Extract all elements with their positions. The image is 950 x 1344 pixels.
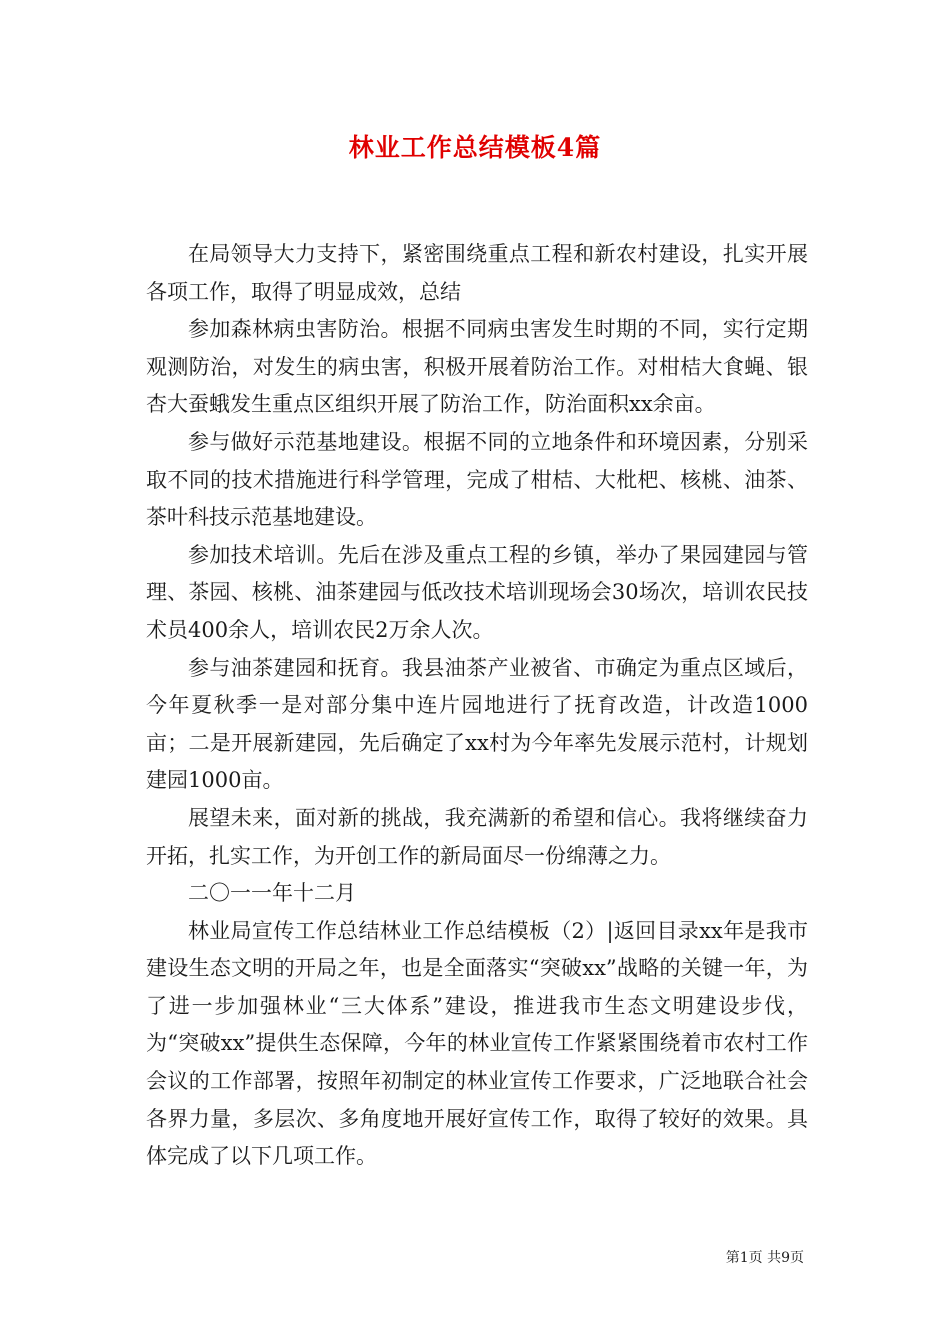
document-body xyxy=(146,236,808,1176)
paragraph-publicity: 林业局宣传工作总结林业工作总结模板（2）|返回目录xx年是我市建设生态文明的开局之年，也是全面落实“突破xx”战略的关键一年，为了进一步加强林业“三大体系”建设，推进我市生态文明建设步伐，为“突破xx”提供生态保障，今年的林业宣传工作紧紧围绕着市农村工作会议的工作部署，按照年初制定的林业宣传工作要求，广泛地联合社会各界力量，多层次、多角度地开展好宣传工作，取得了较好的效果。具体完成了以下几项工作。 xyxy=(146,918,808,1169)
paragraph-demo-base: 参与做好示范基地建设。根据不同的立地条件和环境因素，分别采取不同的技术措施进行科学管理，完成了柑桔、大枇杷、核桃、油茶、茶叶科技示范基地建设。 xyxy=(146,429,808,530)
paragraph-pest-control: 参加森林病虫害防治。根据不同病虫害发生时期的不同，实行定期观测防治，对发生的病虫害，积极开展着防治工作。对柑桔大食蝇、银杏大蚕蛾发生重点区组织开展了防治工作，防治面积xx余亩。 xyxy=(146,317,808,417)
page-number-footer: 第1页 共9页 xyxy=(725,1250,804,1266)
paragraph-date: 二〇一一年十二月 xyxy=(188,881,356,906)
paragraph-outlook: 展望未来，面对新的挑战，我充满新的希望和信心。我将继续奋力开拓，扎实工作，为开创工作的新局面尽一份绵薄之力。 xyxy=(146,805,808,868)
paragraph-oil-tea: 参与油茶建园和抚育。我县油茶产业被省、市确定为重点区域后，今年夏秋季一是对部分集中连片园地进行了抚育改造，计改造1000亩；二是开展新建园，先后确定了xx村为今年率先发展示范村，计规划建园1000亩。 xyxy=(146,655,808,793)
paragraph-training: 参加技术培训。先后在涉及重点工程的乡镇，举办了果园建园与管理、茶园、核桃、油茶建园与低改技术培训现场会30场次，培训农民技术员400余人，培训农民2万余人次。 xyxy=(146,542,808,642)
paragraph-intro: 在局领导大力支持下，紧密围绕重点工程和新农村建设，扎实开展各项工作，取得了明显成效，总结 xyxy=(146,242,808,304)
document-title: 林业工作总结模板4篇 xyxy=(348,133,602,162)
